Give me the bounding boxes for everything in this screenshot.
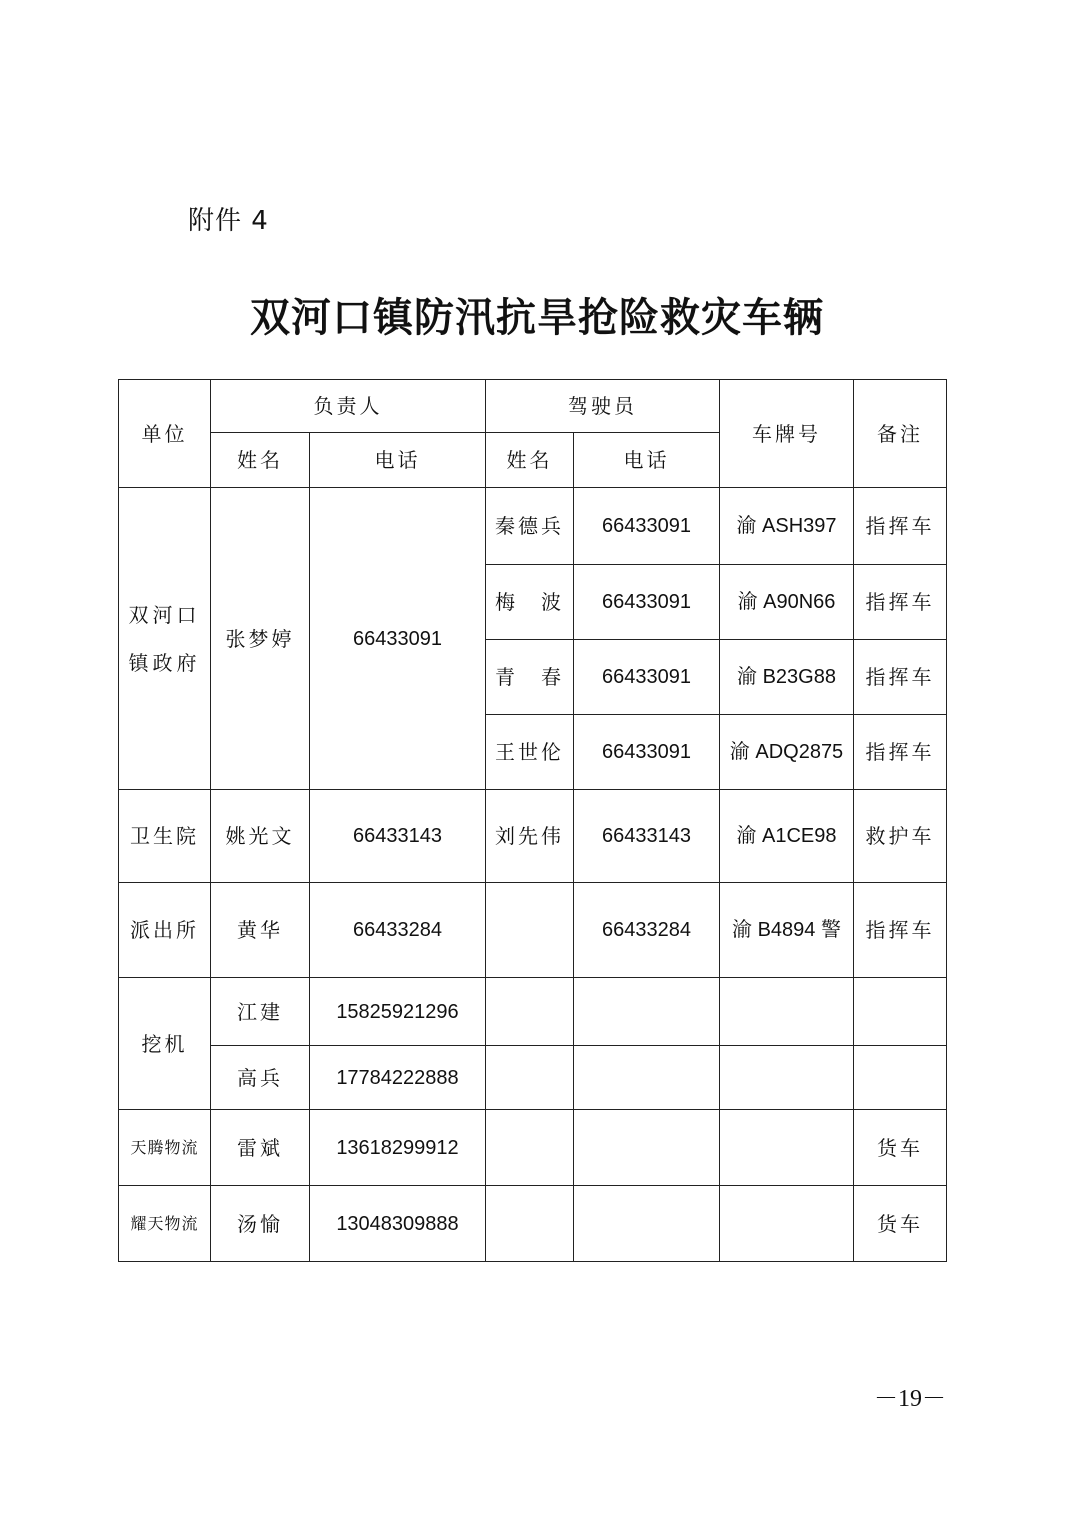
header-driver-phone: 电话 [574, 433, 720, 488]
remark: 指挥车 [854, 640, 947, 715]
driver-phone: 66433091 [574, 640, 720, 715]
unit-cell [119, 488, 211, 790]
driver-phone: 66433091 [574, 488, 720, 565]
responsible-phone: 15825921296 [310, 978, 486, 1046]
table-row [119, 1186, 947, 1262]
plate-number: 渝 ASH397 [720, 488, 854, 565]
driver-name: 秦德兵 [486, 488, 574, 565]
empty-cell [574, 1046, 720, 1110]
responsible-phone: 66433091 [310, 488, 486, 790]
plate-number: 渝 B23G88 [720, 640, 854, 715]
responsible-name: 姚光文 [211, 790, 310, 883]
table-row [119, 790, 947, 883]
responsible-phone: 17784222888 [310, 1046, 486, 1110]
driver-phone: 66433091 [574, 715, 720, 790]
unit-cell: 耀天物流 [119, 1186, 211, 1262]
header-row-1 [119, 380, 947, 433]
remark: 货车 [854, 1186, 947, 1262]
page-title: 双河口镇防汛抗旱抢险救灾车辆 [250, 294, 824, 341]
header-driver-name: 姓名 [486, 433, 574, 488]
plate-number: 渝 A90N66 [720, 565, 854, 640]
empty-cell [854, 978, 947, 1046]
empty-cell [486, 978, 574, 1046]
driver-phone: 66433143 [574, 790, 720, 883]
header-driver: 驾驶员 [486, 380, 720, 433]
responsible-name: 汤愉 [211, 1186, 310, 1262]
plate-number: 渝 A1CE98 [720, 790, 854, 883]
driver-phone: 66433091 [574, 565, 720, 640]
remark: 指挥车 [854, 565, 947, 640]
responsible-phone: 66433284 [310, 883, 486, 978]
page-number: －19－ [874, 1386, 946, 1412]
empty-cell [574, 1110, 720, 1186]
empty-cell [486, 1046, 574, 1110]
empty-cell [574, 978, 720, 1046]
header-plate: 车牌号 [720, 380, 854, 488]
driver-name: 青 春 [486, 640, 574, 715]
responsible-name: 黄华 [211, 883, 310, 978]
responsible-name: 高兵 [211, 1046, 310, 1110]
driver-name: 刘先伟 [486, 790, 574, 883]
remark: 指挥车 [854, 883, 947, 978]
remark: 指挥车 [854, 488, 947, 565]
header-responsible-phone: 电话 [310, 433, 486, 488]
unit-cell: 挖机 [119, 978, 211, 1110]
empty-cell [720, 1186, 854, 1262]
remark: 指挥车 [854, 715, 947, 790]
unit-cell: 派出所 [119, 883, 211, 978]
table-row [119, 488, 947, 565]
empty-cell [720, 978, 854, 1046]
remark: 救护车 [854, 790, 947, 883]
header-responsible: 负责人 [211, 380, 486, 433]
empty-cell [486, 1110, 574, 1186]
empty-cell [720, 1046, 854, 1110]
attachment-label: 附件 4 [188, 206, 269, 236]
remark: 货车 [854, 1110, 947, 1186]
vehicle-table [118, 379, 947, 1262]
driver-phone: 66433284 [574, 883, 720, 978]
table-row [119, 978, 947, 1046]
header-remark: 备注 [854, 380, 947, 488]
header-unit: 单位 [119, 380, 211, 488]
empty-cell [486, 1186, 574, 1262]
plate-number: 渝 B4894 警 [720, 883, 854, 978]
responsible-name: 雷斌 [211, 1110, 310, 1186]
unit-line: 双河口 [128, 602, 201, 627]
plate-number: 渝 ADQ2875 [720, 715, 854, 790]
responsible-phone: 13618299912 [310, 1110, 486, 1186]
table-row [119, 883, 947, 978]
header-responsible-name: 姓名 [211, 433, 310, 488]
responsible-phone: 66433143 [310, 790, 486, 883]
unit-cell: 天腾物流 [119, 1110, 211, 1186]
table-row [119, 1046, 947, 1110]
responsible-name: 张梦婷 [211, 488, 310, 790]
empty-cell [574, 1186, 720, 1262]
empty-cell [854, 1046, 947, 1110]
unit-cell: 卫生院 [119, 790, 211, 883]
driver-name [486, 883, 574, 978]
empty-cell [720, 1110, 854, 1186]
table-row [119, 1110, 947, 1186]
responsible-phone: 13048309888 [310, 1186, 486, 1262]
responsible-name: 江建 [211, 978, 310, 1046]
driver-name: 梅 波 [486, 565, 574, 640]
driver-name: 王世伦 [486, 715, 574, 790]
unit-line: 镇政府 [128, 650, 201, 675]
